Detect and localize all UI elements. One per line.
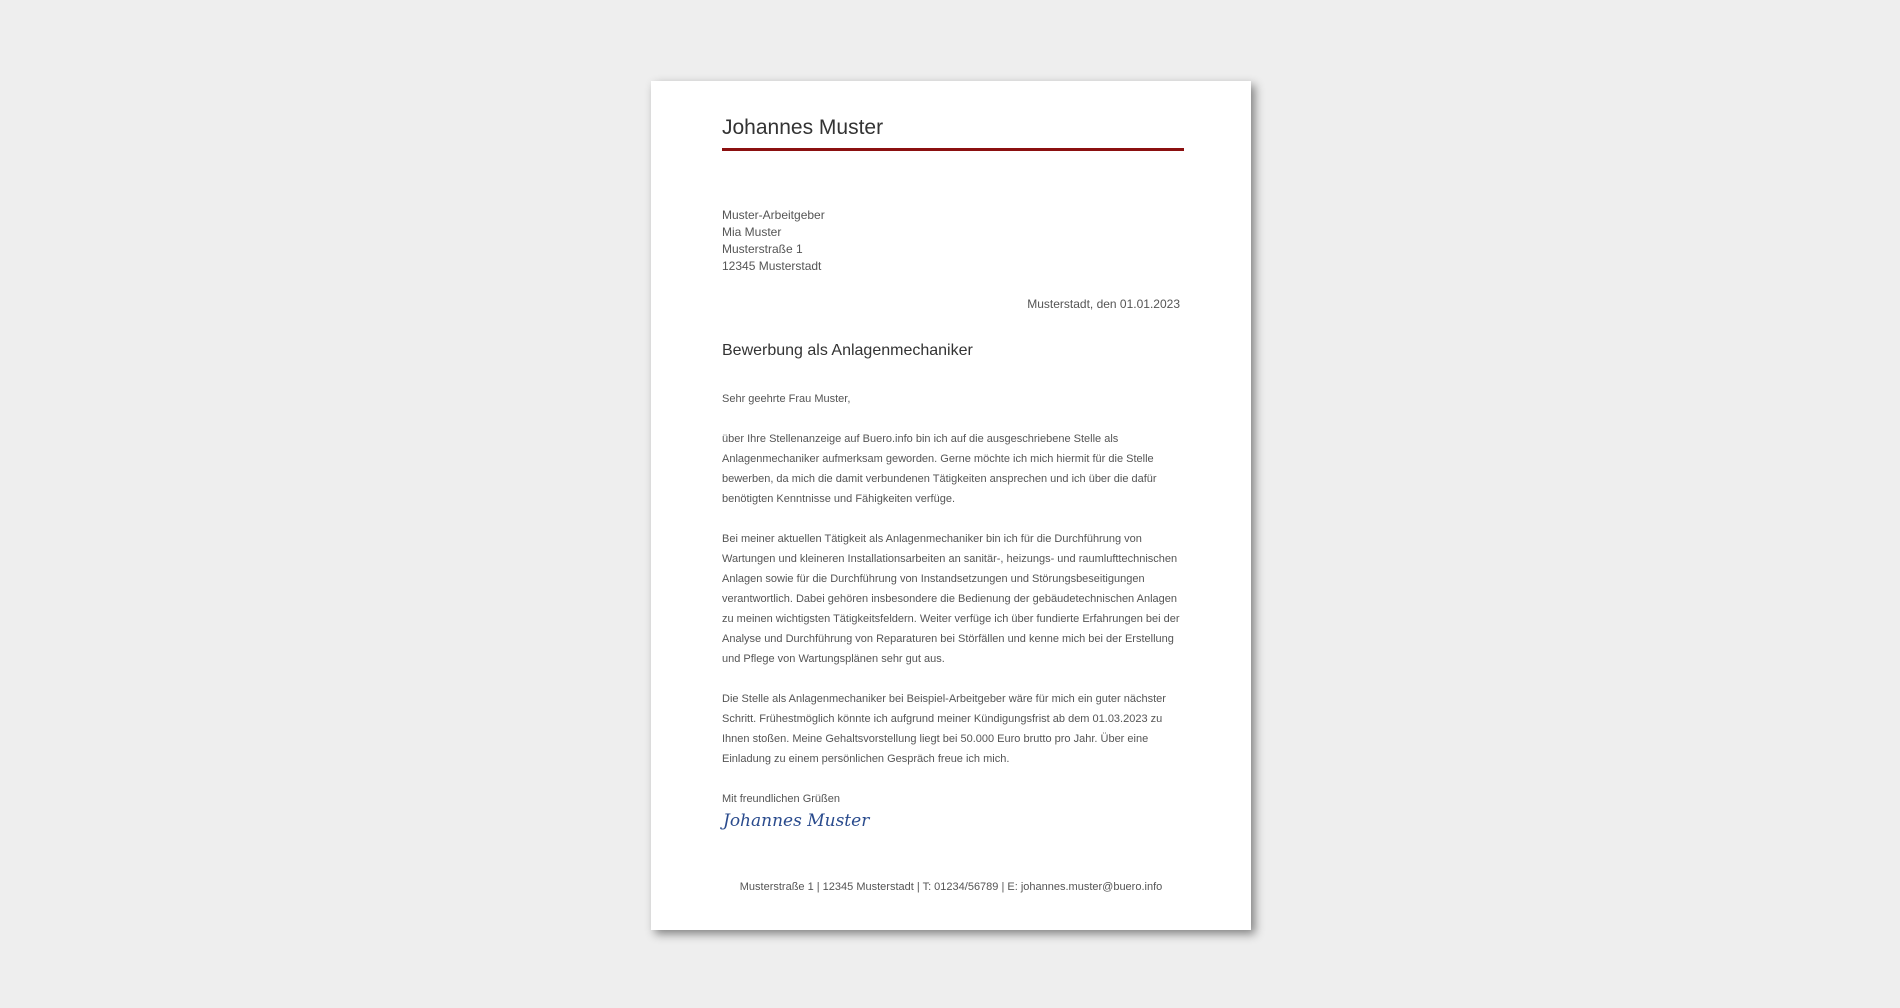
closing-phrase: Mit freundlichen Grüßen xyxy=(722,793,840,805)
recipient-company: Muster-Arbeitgeber xyxy=(722,208,825,222)
header-divider xyxy=(722,148,1184,151)
recipient-contact: Mia Muster xyxy=(722,225,782,239)
letter-date: Musterstadt, den 01.01.2023 xyxy=(1027,297,1180,311)
letter-subject: Bewerbung als Anlagenmechaniker xyxy=(722,342,973,359)
handwritten-signature: Johannes Muster xyxy=(723,811,870,831)
salutation: Sehr geehrte Frau Muster, xyxy=(722,393,851,405)
footer-contact-line: Musterstraße 1 | 12345 Musterstadt | T: 01234/56789 | E: johannes.muster@buero.info xyxy=(739,881,1163,893)
letter-page xyxy=(651,81,1251,930)
recipient-address xyxy=(722,207,825,275)
recipient-street: Musterstraße 1 xyxy=(722,242,803,256)
recipient-city: 12345 Musterstadt xyxy=(722,259,822,273)
sender-name: Johannes Muster xyxy=(722,116,884,139)
body-paragraph-3: Die Stelle als Anlagenmechaniker bei Beispiel-Arbeitgeber wäre für mich ein guter nächster Schritt. Frühestmöglich könnte ich aufgrund meiner Kündigungsfrist ab dem 01.03.2023 zu Ihnen stoßen. Meine Gehaltsvorstellung liegt bei 50.000 Euro brutto pro Jahr. Über eine Einladung zu einem persönlichen Gespräch freue ich mich. xyxy=(722,693,1166,765)
body-paragraph-2: Bei meiner aktuellen Tätigkeit als Anlagenmechaniker bin ich für die Durchführung von Wartungen und kleineren Installationsarbeiten an sanitär-, heizungs- und raumlufttechnischen Anlagen sowie für die Durchführung von Instandsetzungen und Störungsbeseitigungen verantwortlich. Dabei gehören insbesondere die Bedienung der gebäudetechnischen Anlagen zu meinen wichtigsten Tätigkeitsfeldern. Weiter verfüge ich über fundierte Erfahrungen bei der Analyse und Durchführung von Reparaturen bei Störfällen und kenne mich bei der Erstellung und Pflege von Wartungsplänen sehr gut aus. xyxy=(722,533,1180,665)
body-paragraph-1: über Ihre Stellenanzeige auf Buero.info bin ich auf die ausgeschriebene Stelle als Anlagenmechaniker aufmerksam geworden. Gerne möchte ich mich hiermit für die Stelle bewerben, da mich die damit verbundenen Tätigkeiten ansprechen und ich über die dafür benötigten Kenntnisse und Fähigkeiten verfüge. xyxy=(722,433,1157,505)
letter-body xyxy=(722,389,1184,789)
